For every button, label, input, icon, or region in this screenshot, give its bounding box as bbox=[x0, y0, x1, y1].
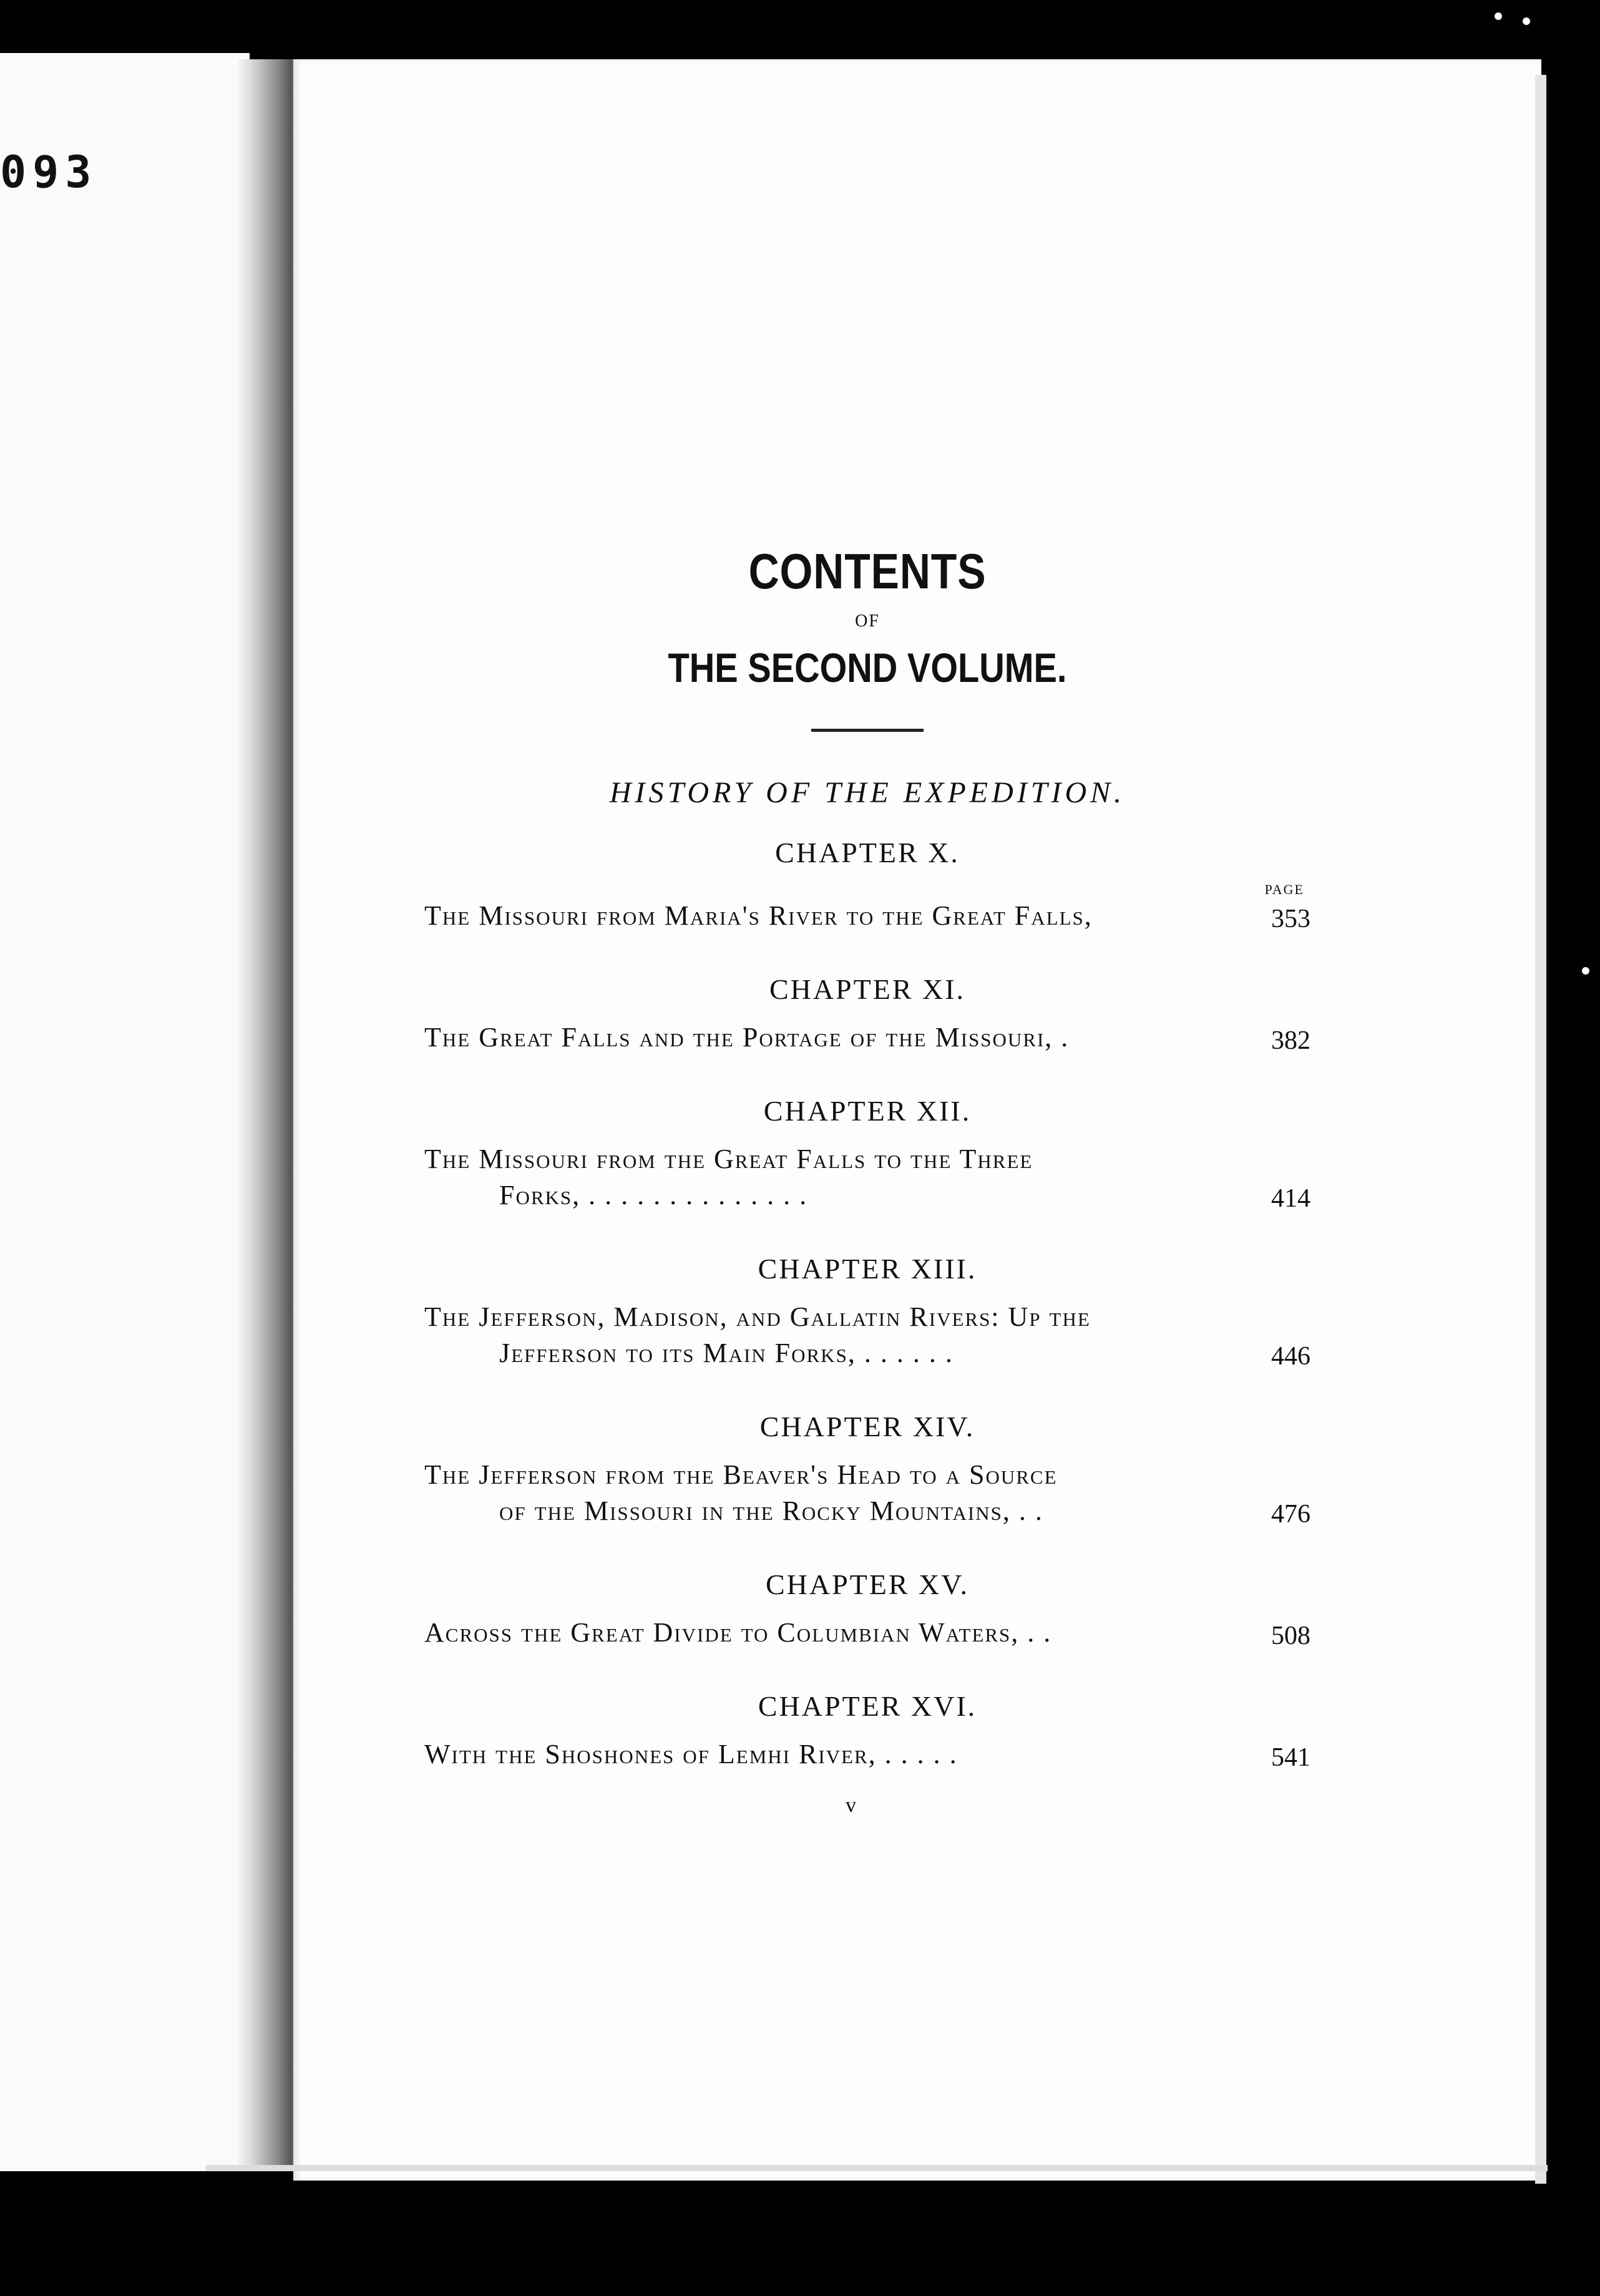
page-numeral: v bbox=[846, 1794, 856, 1817]
chapter-title: CHAPTER XII. bbox=[763, 1095, 972, 1127]
scan-speck bbox=[1582, 967, 1589, 975]
chapter-entry bbox=[424, 1568, 1310, 1651]
page-edge bbox=[1535, 75, 1546, 2184]
contents-page bbox=[424, 543, 1310, 1773]
page-number: 414 bbox=[1271, 1184, 1310, 1213]
chapter-title: CHAPTER XIII. bbox=[758, 1253, 977, 1285]
scan-speck bbox=[1495, 12, 1502, 20]
chapter-description bbox=[424, 898, 1248, 934]
toc-line bbox=[424, 1019, 1310, 1056]
description-line: of the Missouri in the Rocky Mountains, . . bbox=[499, 1496, 1043, 1526]
description-line: Jefferson to its Main Forks, . . . . . . bbox=[499, 1338, 954, 1368]
chapter-entry bbox=[424, 973, 1310, 1056]
description-line: Forks, . . . . . . . . . . . . . . bbox=[499, 1180, 808, 1210]
toc-line bbox=[424, 1615, 1310, 1651]
chapter-description bbox=[424, 1019, 1248, 1056]
page-number: 476 bbox=[1271, 1500, 1310, 1529]
chapter-description bbox=[424, 1736, 1248, 1773]
chapter-entry bbox=[424, 1252, 1310, 1371]
chapter-title: CHAPTER XVI. bbox=[758, 1690, 977, 1722]
left-page-number: 093 bbox=[0, 147, 98, 198]
chapter-description bbox=[424, 1457, 1248, 1529]
page-number: 382 bbox=[1271, 1026, 1310, 1055]
title-rule bbox=[811, 729, 924, 732]
page-number: 446 bbox=[1271, 1342, 1310, 1371]
page-subtitle: THE SECOND VOLUME. bbox=[668, 645, 1067, 691]
toc-line bbox=[424, 1299, 1310, 1371]
page-number: 541 bbox=[1271, 1743, 1310, 1772]
page-column-label: PAGE bbox=[1264, 882, 1304, 897]
chapter-title: CHAPTER X. bbox=[775, 837, 960, 868]
description-line: The Missouri from Maria's River to the Great Falls, bbox=[424, 900, 1093, 931]
chapter-entry bbox=[424, 836, 1310, 934]
chapter-description bbox=[424, 1299, 1248, 1371]
page-number: 353 bbox=[1271, 905, 1310, 933]
chapter-entry bbox=[424, 1690, 1310, 1773]
section-heading: HISTORY OF THE EXPEDITION. bbox=[609, 776, 1126, 809]
description-line: The Jefferson from the Beaver's Head to a Source bbox=[424, 1459, 1058, 1490]
page-number: 508 bbox=[1271, 1622, 1310, 1650]
chapter-entry bbox=[424, 1410, 1310, 1529]
page-bottom-edge bbox=[206, 2165, 1548, 2171]
description-line: With the Shoshones of Lemhi River, . . . . . bbox=[424, 1739, 958, 1769]
toc-line bbox=[424, 1457, 1310, 1529]
chapter-entry bbox=[424, 1094, 1310, 1214]
page-title: CONTENTS bbox=[748, 543, 987, 599]
chapter-title: CHAPTER XIV. bbox=[759, 1411, 975, 1442]
description-line: Across the Great Divide to Columbian Waters, . . bbox=[424, 1617, 1052, 1648]
scan-speck bbox=[1523, 17, 1530, 25]
left-page bbox=[0, 53, 250, 2171]
chapter-description bbox=[424, 1141, 1248, 1214]
description-line: The Missouri from the Great Falls to the Three bbox=[424, 1144, 1033, 1174]
toc-line bbox=[424, 1736, 1310, 1773]
description-line: The Great Falls and the Portage of the Missouri, . bbox=[424, 1022, 1070, 1053]
chapter-title: CHAPTER XV. bbox=[765, 1569, 970, 1600]
toc-line bbox=[424, 1141, 1310, 1214]
toc-line bbox=[424, 898, 1310, 934]
chapter-description bbox=[424, 1615, 1248, 1651]
description-line: The Jefferson, Madison, and Gallatin Rivers: Up the bbox=[424, 1301, 1091, 1332]
chapter-title: CHAPTER XI. bbox=[769, 973, 966, 1005]
of-word: OF bbox=[855, 611, 880, 631]
